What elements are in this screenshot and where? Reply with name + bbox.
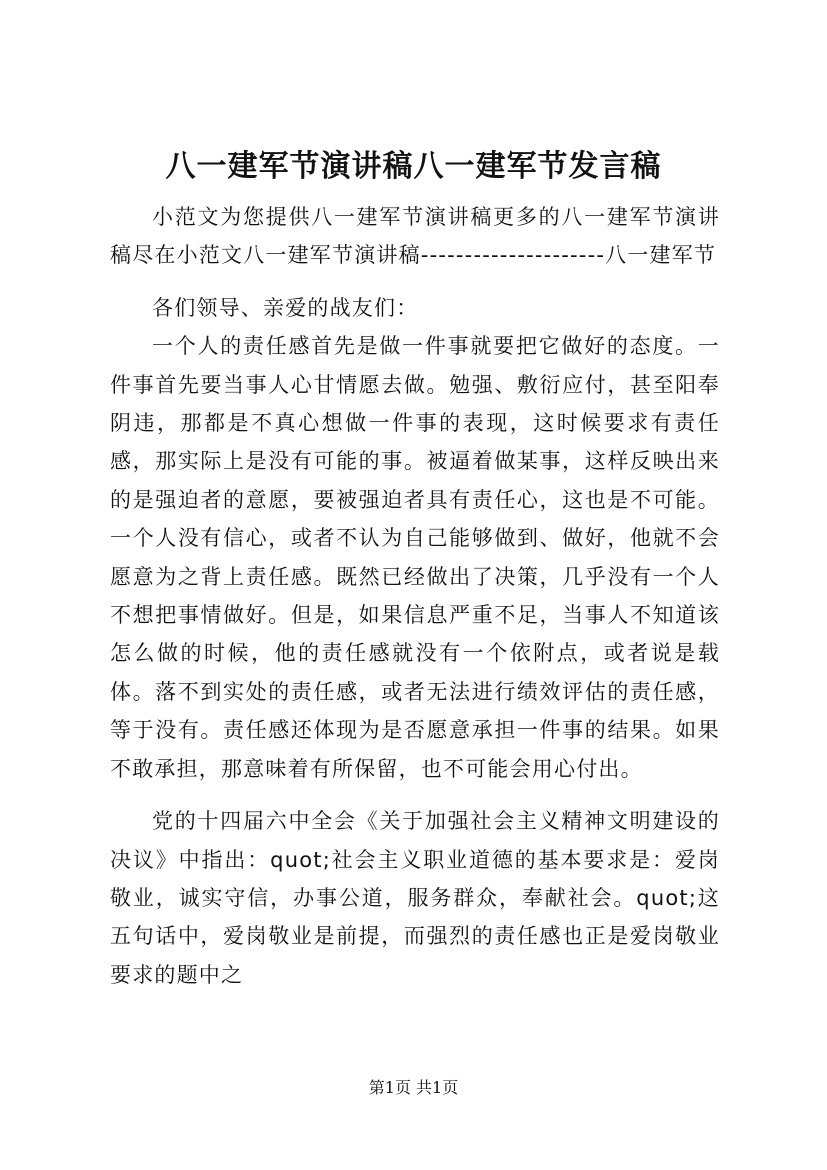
- paragraph-responsibility: 一个人的责任感首先是做一件事就要把它做好的态度。一件事首先要当事人心甘情愿去做。勉强、敷衍应付，甚至阳奉阴违，那都是不真心想做一件事的表现，这时候要求有责任感，那实际上是没有可能的事。被逼着做某事，这样反映出来的是强迫者的意愿，要被强迫者具有责任心，这也是不可能。一个人没有信心，或者不认为自己能够做到、做好，他就不会愿意为之背上责任感。既然已经做出了决策，几乎没有一个人不想把事情做好。但是，如果信息严重不足，当事人不知道该怎么做的时候，他的责任感就没有一个依附点，或者说是载体。落不到实处的责任感，或者无法进行绩效评估的责任感，等于没有。责任感还体现为是否愿意承担一件事的结果。如果不敢承担，那意味着有所保留，也不可能会用心付出。: [110, 334, 720, 781]
- paragraph-party-resolution: 党的十四届六中全会《关于加强社会主义精神文明建设的决议》中指出：quot;社会主义职业道德的基本要求是：爱岗敬业，诚实守信，办事公道，服务群众，奉献社会。quot;这五句话中，爱岗敬业是前提，而强烈的责任感也正是爱岗敬业要求的题中之: [110, 809, 720, 987]
- page-number-footer: 第1页 共1页: [368, 1078, 459, 1097]
- document-body: [110, 198, 720, 994]
- document-title: 八一建军节演讲稿八一建军节发言稿: [165, 149, 662, 184]
- paragraph-salutation: 各们领导、亲爱的战友们：: [152, 295, 419, 320]
- paragraph-intro: 小范文为您提供八一建军节演讲稿更多的八一建军节演讲稿尽在小范文八一建军节演讲稿---------------------八一建军节: [110, 205, 720, 268]
